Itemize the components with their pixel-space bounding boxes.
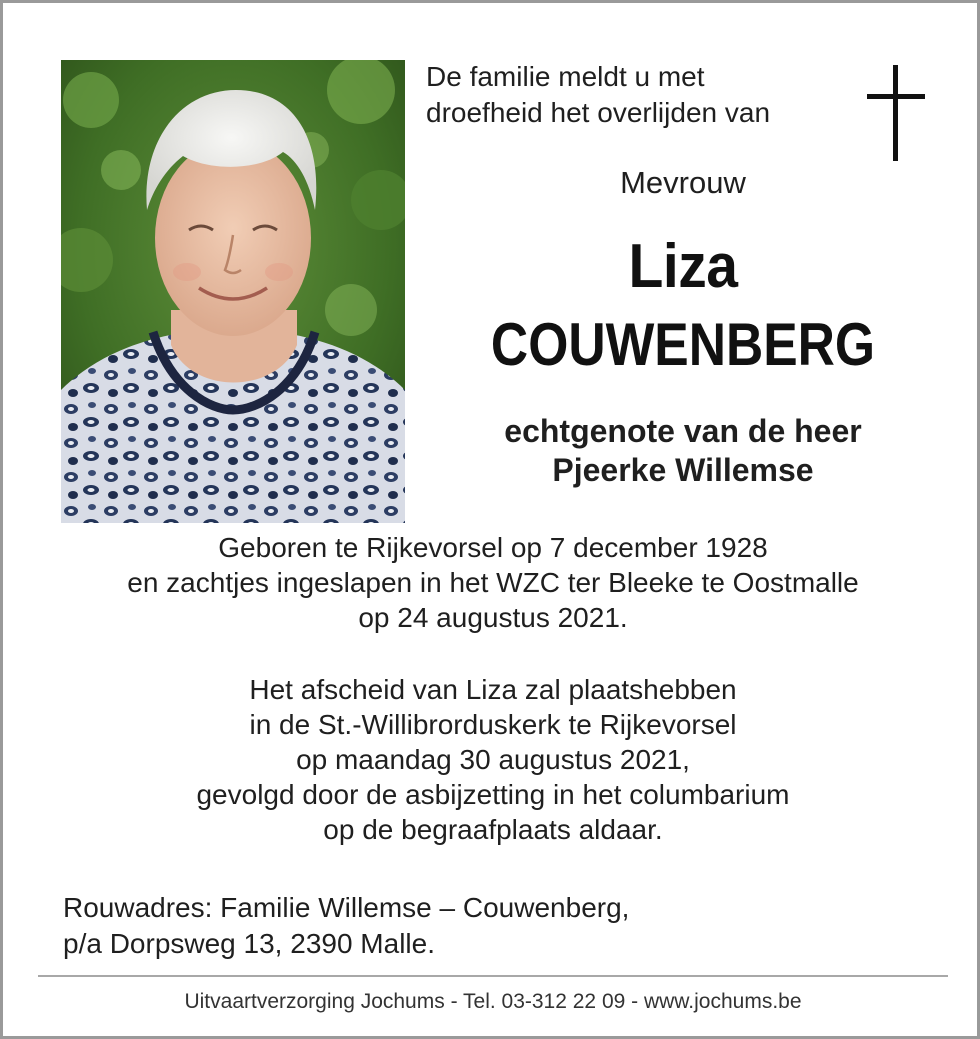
address-line-1: Rouwadres: Familie Willemse – Couwenberg, (63, 892, 630, 923)
funeral-director-footer: Uitvaartverzorging Jochums - Tel. 03-312 22 09 - www.jochums.be (184, 990, 802, 1013)
farewell-line-4: gevolgd door de asbijzetting in het columbarium (196, 779, 790, 810)
spouse-name: Pjeerke Willemse (552, 452, 814, 488)
address-line-2: p/a Dorpsweg 13, 2390 Malle. (63, 928, 435, 959)
first-name: Liza (628, 232, 738, 301)
birth-death-info (33, 530, 953, 635)
farewell-line-2: in de St.-Willibrorduskerk te Rijkevorsel (249, 709, 737, 740)
mourning-address (63, 890, 629, 962)
birth-line: Geboren te Rijkevorsel op 7 december 1928 (218, 532, 768, 563)
farewell-info (33, 672, 953, 847)
intro-line-1: De familie meldt u met (426, 61, 705, 92)
footer-divider (38, 975, 948, 977)
spouse-info (445, 412, 921, 490)
passing-line: en zachtjes ingeslapen in het WZC ter Bleeke te Oostmalle (127, 567, 859, 598)
intro-line-2: droefheid het overlijden van (426, 97, 771, 128)
portrait-photo (61, 60, 405, 523)
honorific: Mevrouw (620, 165, 746, 200)
cross-icon (867, 65, 925, 161)
spouse-line-1: echtgenote van de heer (504, 413, 862, 449)
farewell-line-1: Het afscheid van Liza zal plaatshebben (249, 674, 737, 705)
farewell-line-3: op maandag 30 augustus 2021, (296, 744, 690, 775)
intro-text (426, 59, 770, 131)
passing-date-line: op 24 augustus 2021. (358, 602, 628, 633)
last-name: COUWENBERG (490, 311, 876, 378)
farewell-line-5: op de begraafplaats aldaar. (323, 814, 663, 845)
